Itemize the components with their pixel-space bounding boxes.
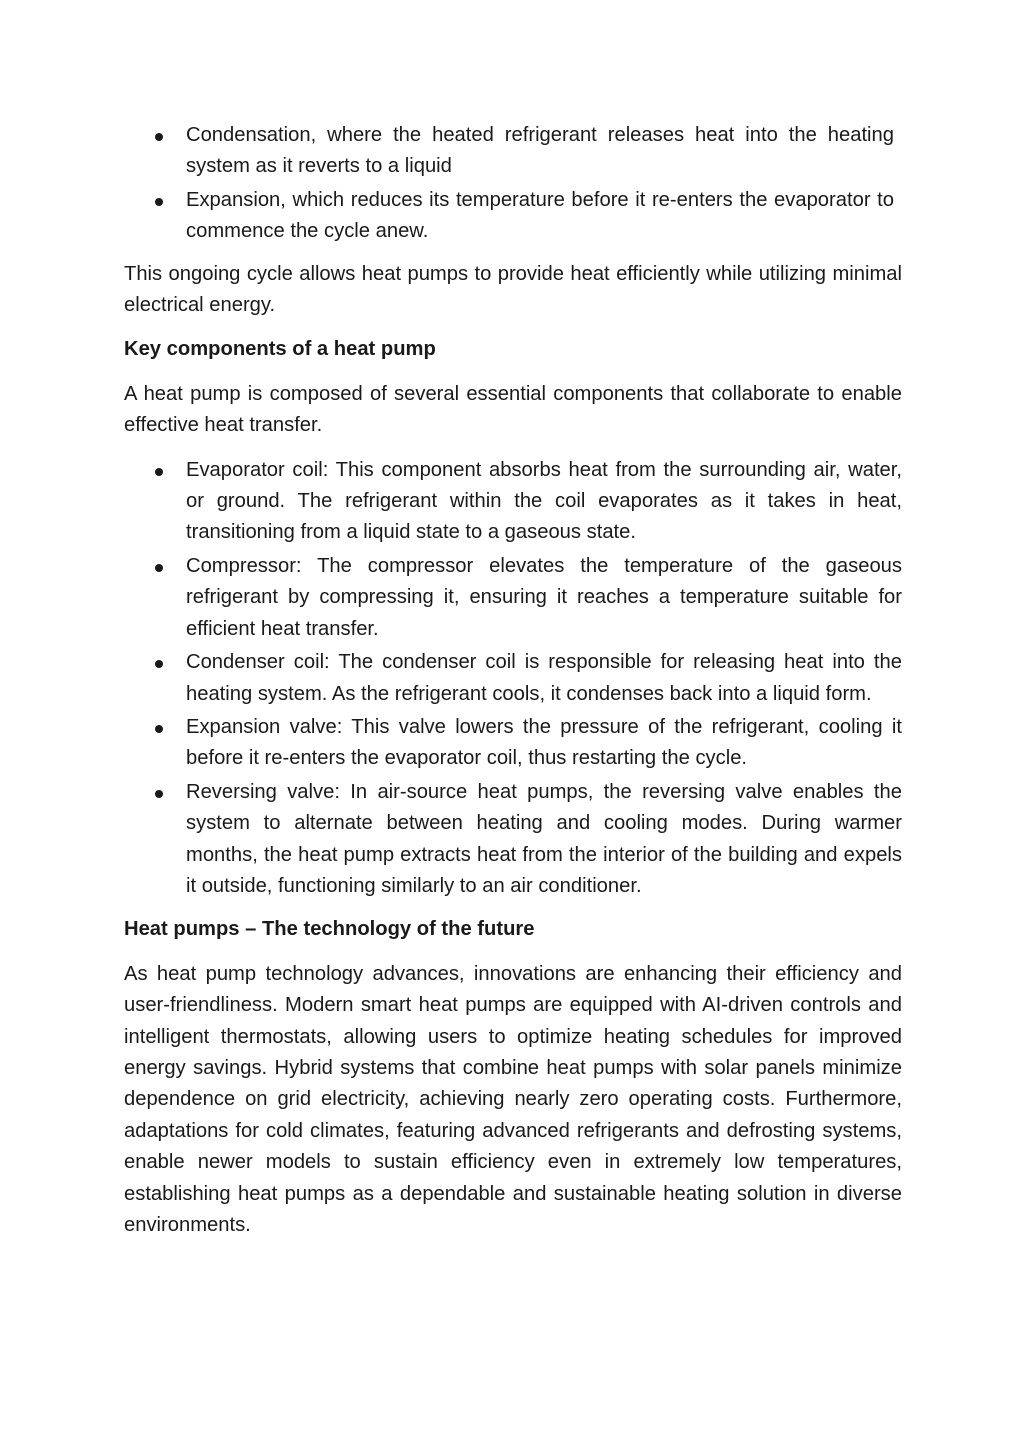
bullet-icon	[155, 725, 163, 733]
list-item	[124, 777, 902, 903]
document-page	[124, 120, 902, 1241]
list-item	[124, 551, 902, 645]
list-item	[124, 120, 902, 183]
components-heading: Key components of a heat pump	[124, 338, 436, 361]
bullet-icon	[155, 468, 163, 476]
bullet-icon	[155, 790, 163, 798]
list-item-text: Expansion valve: This valve lowers the pressure of the refrigerant, cooling it before it re-enters the evaporator coil, thus restarting the cycle.	[186, 715, 902, 770]
list-item	[124, 185, 902, 248]
bullet-icon	[155, 660, 163, 668]
list-item	[124, 647, 902, 710]
list-item-text: Expansion, which reduces its temperature before it re-enters the evaporator to commence the cycle anew.	[186, 188, 894, 243]
list-item	[124, 455, 902, 549]
bullet-icon	[155, 133, 163, 141]
list-item-text: Reversing valve: In air-source heat pumps, the reversing valve enables the system to alternate between heating and cooling modes. During warmer months, the heat pump extracts heat from the interior of the building and expels it outside, functioning similarly to an air conditioner.	[186, 780, 902, 897]
cycle-summary-paragraph: This ongoing cycle allows heat pumps to provide heat efficiently while utilizing minimal electrical energy.	[124, 262, 902, 317]
components-list	[124, 455, 902, 903]
future-paragraph: As heat pump technology advances, innovations are enhancing their efficiency and user-friendliness. Modern smart heat pumps are equipped with AI-driven controls and intelligent thermostats, allowing users to optimize heating schedules for improved energy savings. Hybrid systems that combine heat pumps with solar panels minimize dependence on grid electricity, achieving nearly zero operating costs. Furthermore, adaptations for cold climates, featuring advanced refrigerants and defrosting systems, enable newer models to sustain efficiency even in extremely low temperatures, establishing heat pumps as a dependable and sustainable heating solution in diverse environments.	[124, 962, 902, 1236]
list-item-text: Condensation, where the heated refrigerant releases heat into the heating system as it reverts to a liquid	[186, 124, 894, 178]
components-intro-paragraph: A heat pump is composed of several essential components that collaborate to enable effective heat transfer.	[124, 382, 902, 437]
list-item	[124, 712, 902, 775]
bullet-icon	[155, 564, 163, 572]
list-item-text: Compressor: The compressor elevates the temperature of the gaseous refrigerant by compressing it, ensuring it reaches a temperature suitable for efficient heat transfer.	[186, 554, 902, 640]
future-heading: Heat pumps – The technology of the future	[124, 918, 535, 941]
list-item-text: Evaporator coil: This component absorbs heat from the surrounding air, water, or ground. The refrigerant within the coil evaporates as it takes in heat, transitioning from a liquid state to a gaseous state.	[186, 458, 902, 544]
bullet-icon	[155, 198, 163, 206]
process-steps-list	[124, 120, 902, 248]
list-item-text: Condenser coil: The condenser coil is responsible for releasing heat into the heating system. As the refrigerant cools, it condenses back into a liquid form.	[186, 651, 902, 705]
